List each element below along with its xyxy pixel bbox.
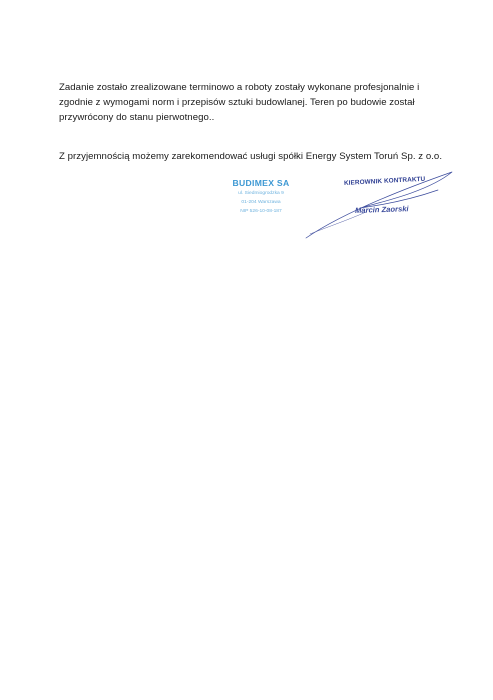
company-stamp-street: ul. Siedmiogrodzka 9 — [238, 191, 284, 196]
company-stamp-name: BUDIMEX SA — [232, 178, 290, 188]
role-stamp: KIEROWNIK KONTRAKTU — [343, 175, 426, 187]
company-stamp-city: 01-204 Warszawa — [241, 200, 281, 206]
paragraph-recommendation: Z przyjemnością możemy zarekomendować usługi spółki Energy System Toruń Sp. z o.o. — [59, 151, 443, 162]
company-stamp — [228, 178, 294, 217]
company-stamp-nip: NIP 526-10-08-187 — [240, 209, 282, 215]
signatory-name-stamp: Marcin Zaorski — [354, 204, 409, 215]
signature-block — [300, 160, 460, 245]
paragraph-completion: Zadanie zostało zrealizowane terminowo a roboty zostały wykonane profesjonalnie i zgodnie z wymogami norm i przepisów sztuki budowlanej. Teren po budowie został przywrócony do stanu pierwotnego.. — [59, 82, 420, 123]
handwritten-signature — [300, 160, 460, 245]
